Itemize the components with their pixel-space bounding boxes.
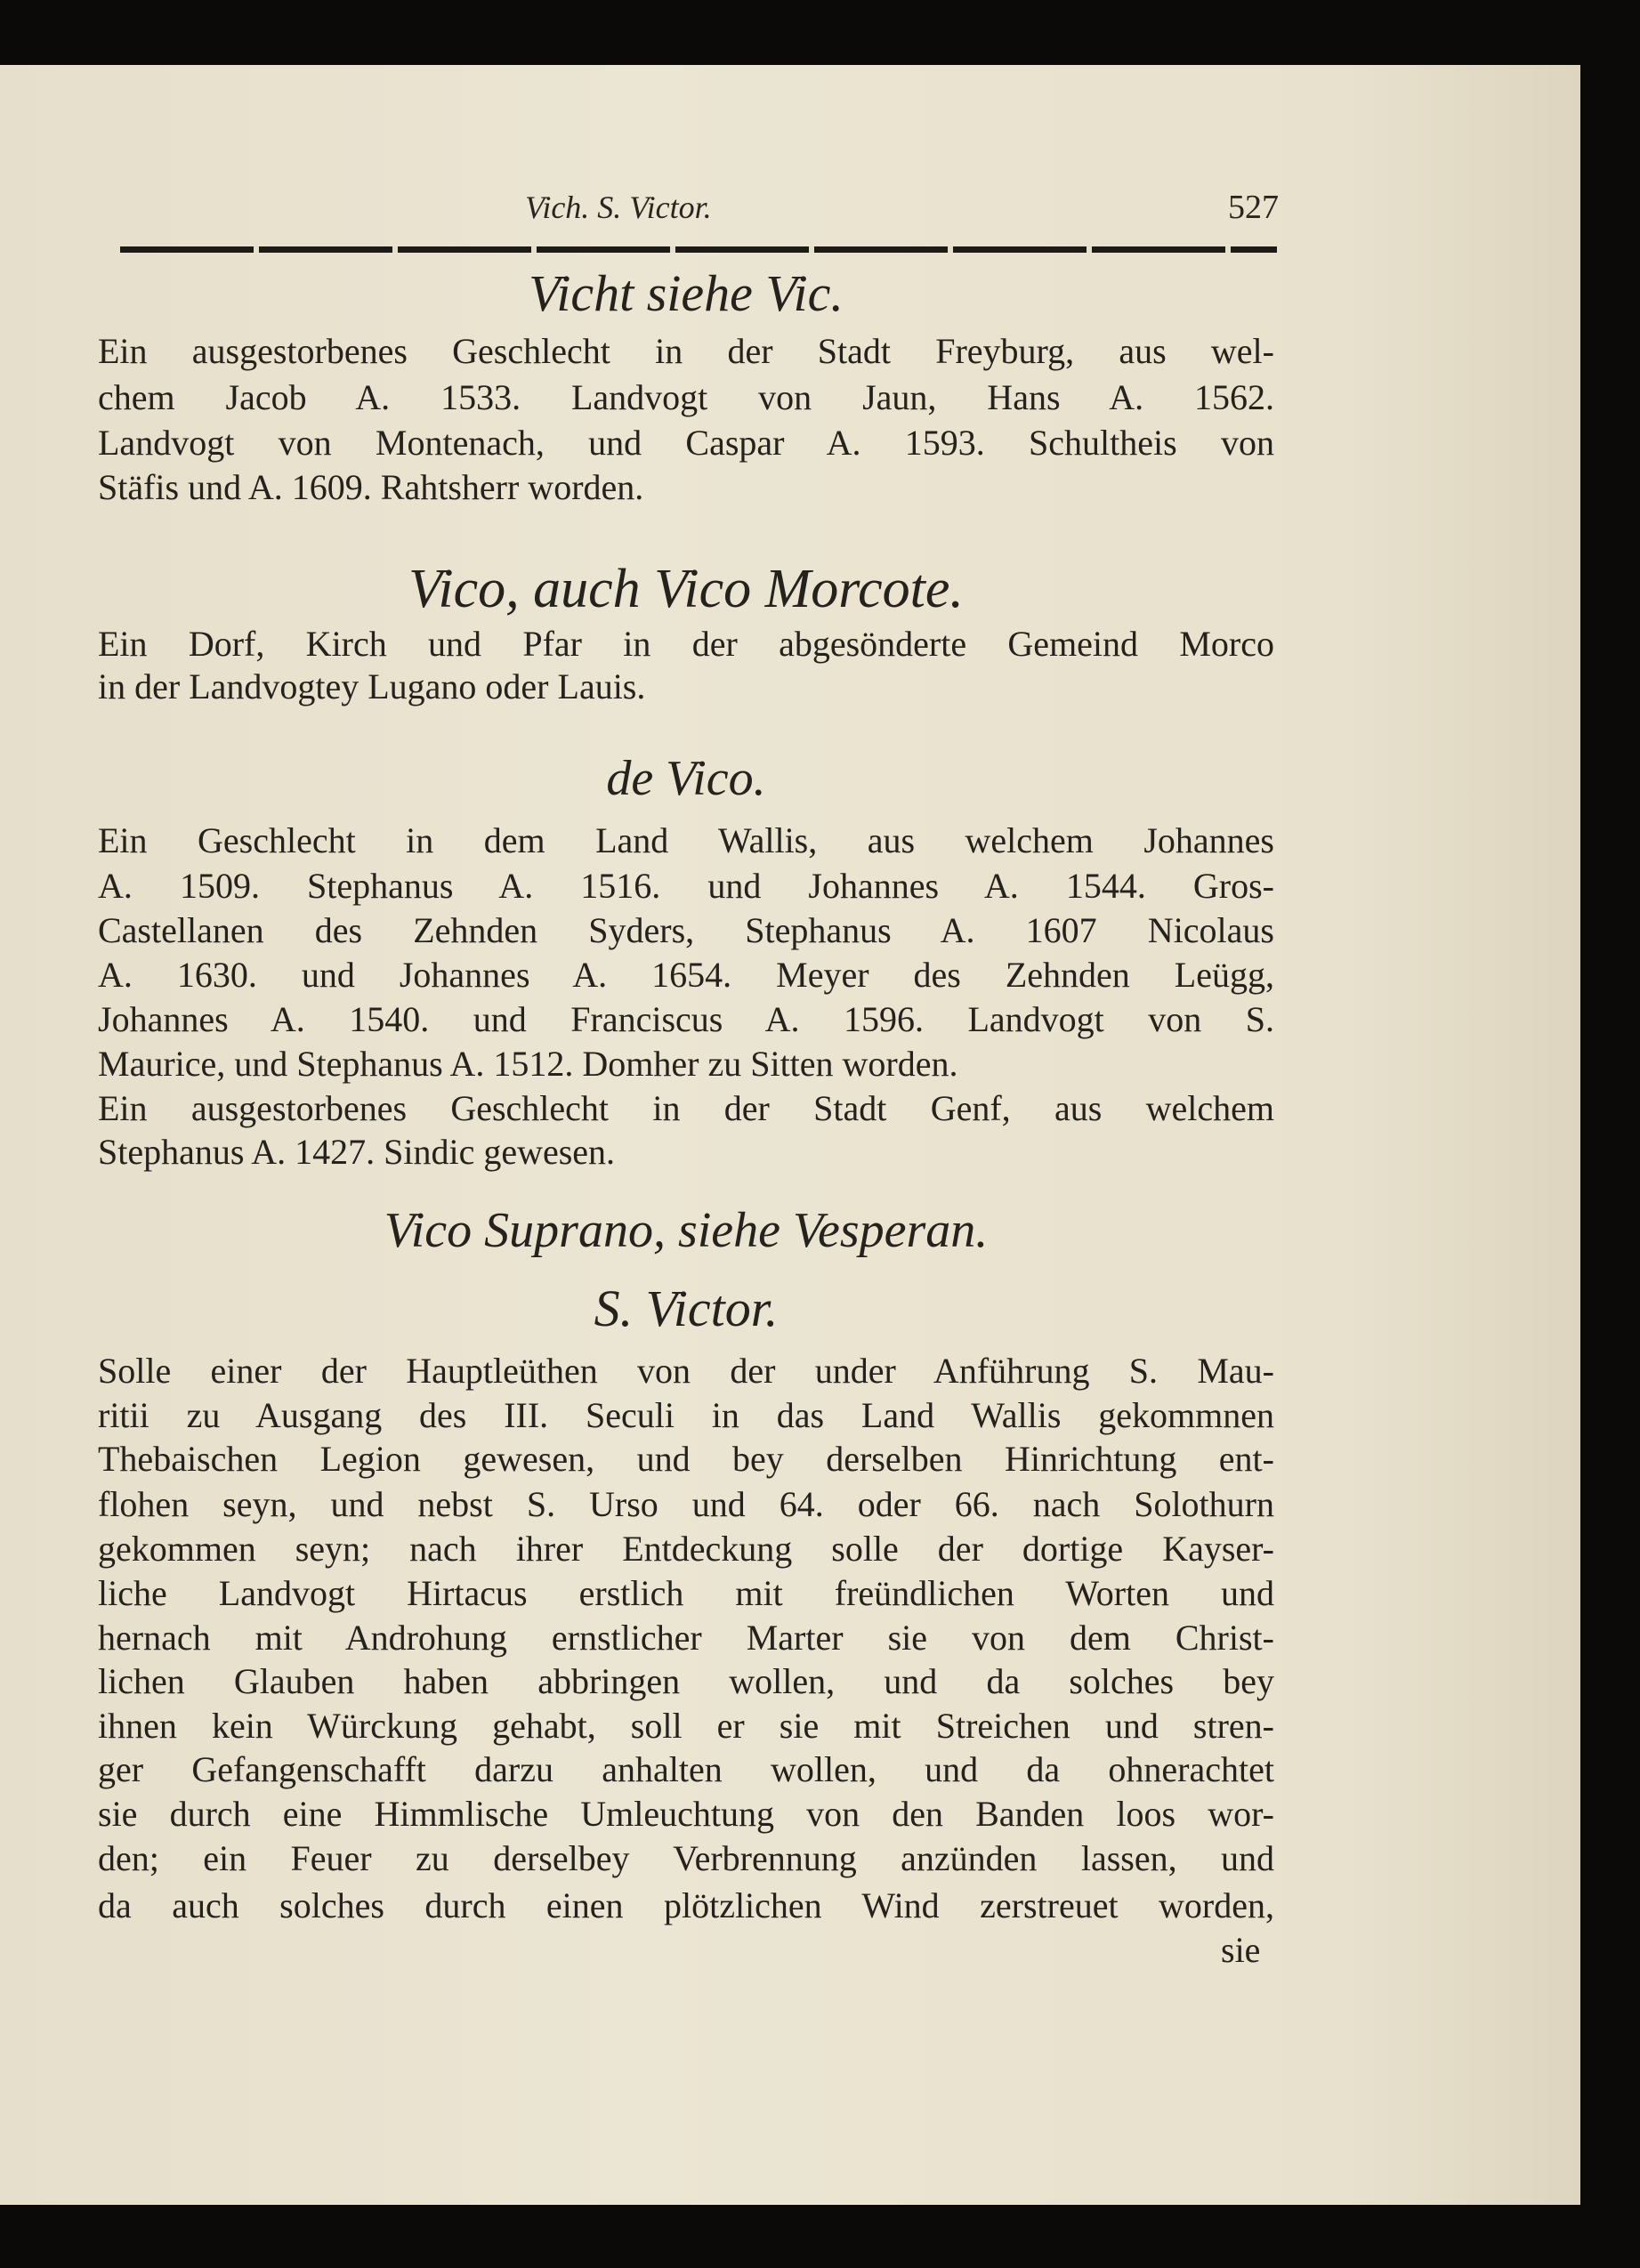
text-line: Solle einer der Hauptleüthen von der under Anführung S. Mau-: [98, 1351, 1274, 1391]
text-line: da auch solches durch einen plötzlichen Wind zerstreuet worden,: [98, 1885, 1274, 1925]
text-line: hernach mit Androhung ernstlicher Marter sie von dem Christ-: [98, 1618, 1274, 1658]
text-line: ritii zu Ausgang des III. Seculi in das Land Wallis gekommnen: [98, 1395, 1274, 1435]
text-line: Thebaischen Legion gewesen, und bey derselben Hinrichtung ent-: [98, 1439, 1274, 1479]
text-line: Ein Geschlecht in dem Land Wallis, aus welchem Johannes: [98, 820, 1274, 860]
text-line: liche Landvogt Hirtacus erstlich mit freündlichen Worten und: [98, 1573, 1274, 1613]
text-line: chem Jacob A. 1533. Landvogt von Jaun, Hans A. 1562.: [98, 377, 1274, 417]
text-line: Landvogt von Montenach, und Caspar A. 1593. Schultheis von: [98, 423, 1274, 463]
text-line: Stäfis und A. 1609. Rahtsherr worden.: [98, 467, 644, 507]
running-head: Vich. S. Victor.: [525, 190, 712, 225]
text-line: Johannes A. 1540. und Franciscus A. 1596. Landvogt von S.: [98, 999, 1274, 1039]
entry-heading: S. Victor.: [594, 1279, 779, 1337]
text-line: Ein Dorf, Kirch und Pfar in der abgesönderte Gemeind Morco: [98, 624, 1274, 664]
text-line: ihnen kein Würckung gehabt, soll er sie mit Streichen und stren-: [98, 1706, 1274, 1746]
header-rule: [120, 246, 1277, 253]
text-line: A. 1630. und Johannes A. 1654. Meyer des Zehnden Leügg,: [98, 955, 1274, 995]
page-number: 527: [1228, 189, 1279, 226]
text-line: in der Landvogtey Lugano oder Lauis.: [98, 666, 646, 706]
text-line: Maurice, und Stephanus A. 1512. Domher zu Sitten worden.: [98, 1044, 958, 1084]
entry-heading: de Vico.: [606, 751, 766, 806]
text-line: den; ein Feuer zu derselbey Verbrennung anzünden lassen, und: [98, 1838, 1274, 1878]
text-line: Castellanen des Zehnden Syders, Stephanus A. 1607 Nicolaus: [98, 910, 1274, 950]
text-line: ger Gefangenschafft darzu anhalten wollen, und da ohnerachtet: [98, 1749, 1274, 1789]
entry-heading: Vico Suprano, siehe Vesperan.: [384, 1203, 989, 1258]
text-line: gekommen seyn; nach ihrer Entdeckung solle der dortige Kayser-: [98, 1529, 1274, 1569]
text-line: lichen Glauben haben abbringen wollen, und da solches bey: [98, 1661, 1274, 1701]
entry-heading: Vicht siehe Vic.: [529, 264, 844, 322]
catchword: sie: [1221, 1930, 1261, 1970]
text-line: Ein ausgestorbenes Geschlecht in der Stadt Freyburg, aus wel-: [98, 331, 1274, 371]
text-line: A. 1509. Stephanus A. 1516. und Johannes A. 1544. Gros-: [98, 866, 1274, 906]
book-page: [0, 65, 1580, 2205]
entry-heading: Vico, auch Vico Morcote.: [408, 559, 964, 619]
text-line: sie durch eine Himmlische Umleuchtung von den Banden loos wor-: [98, 1794, 1274, 1834]
text-line: Stephanus A. 1427. Sindic gewesen.: [98, 1132, 616, 1172]
text-line: Ein ausgestorbenes Geschlecht in der Stadt Genf, aus welchem: [98, 1088, 1274, 1128]
text-line: flohen seyn, und nebst S. Urso und 64. oder 66. nach Solothurn: [98, 1484, 1274, 1524]
